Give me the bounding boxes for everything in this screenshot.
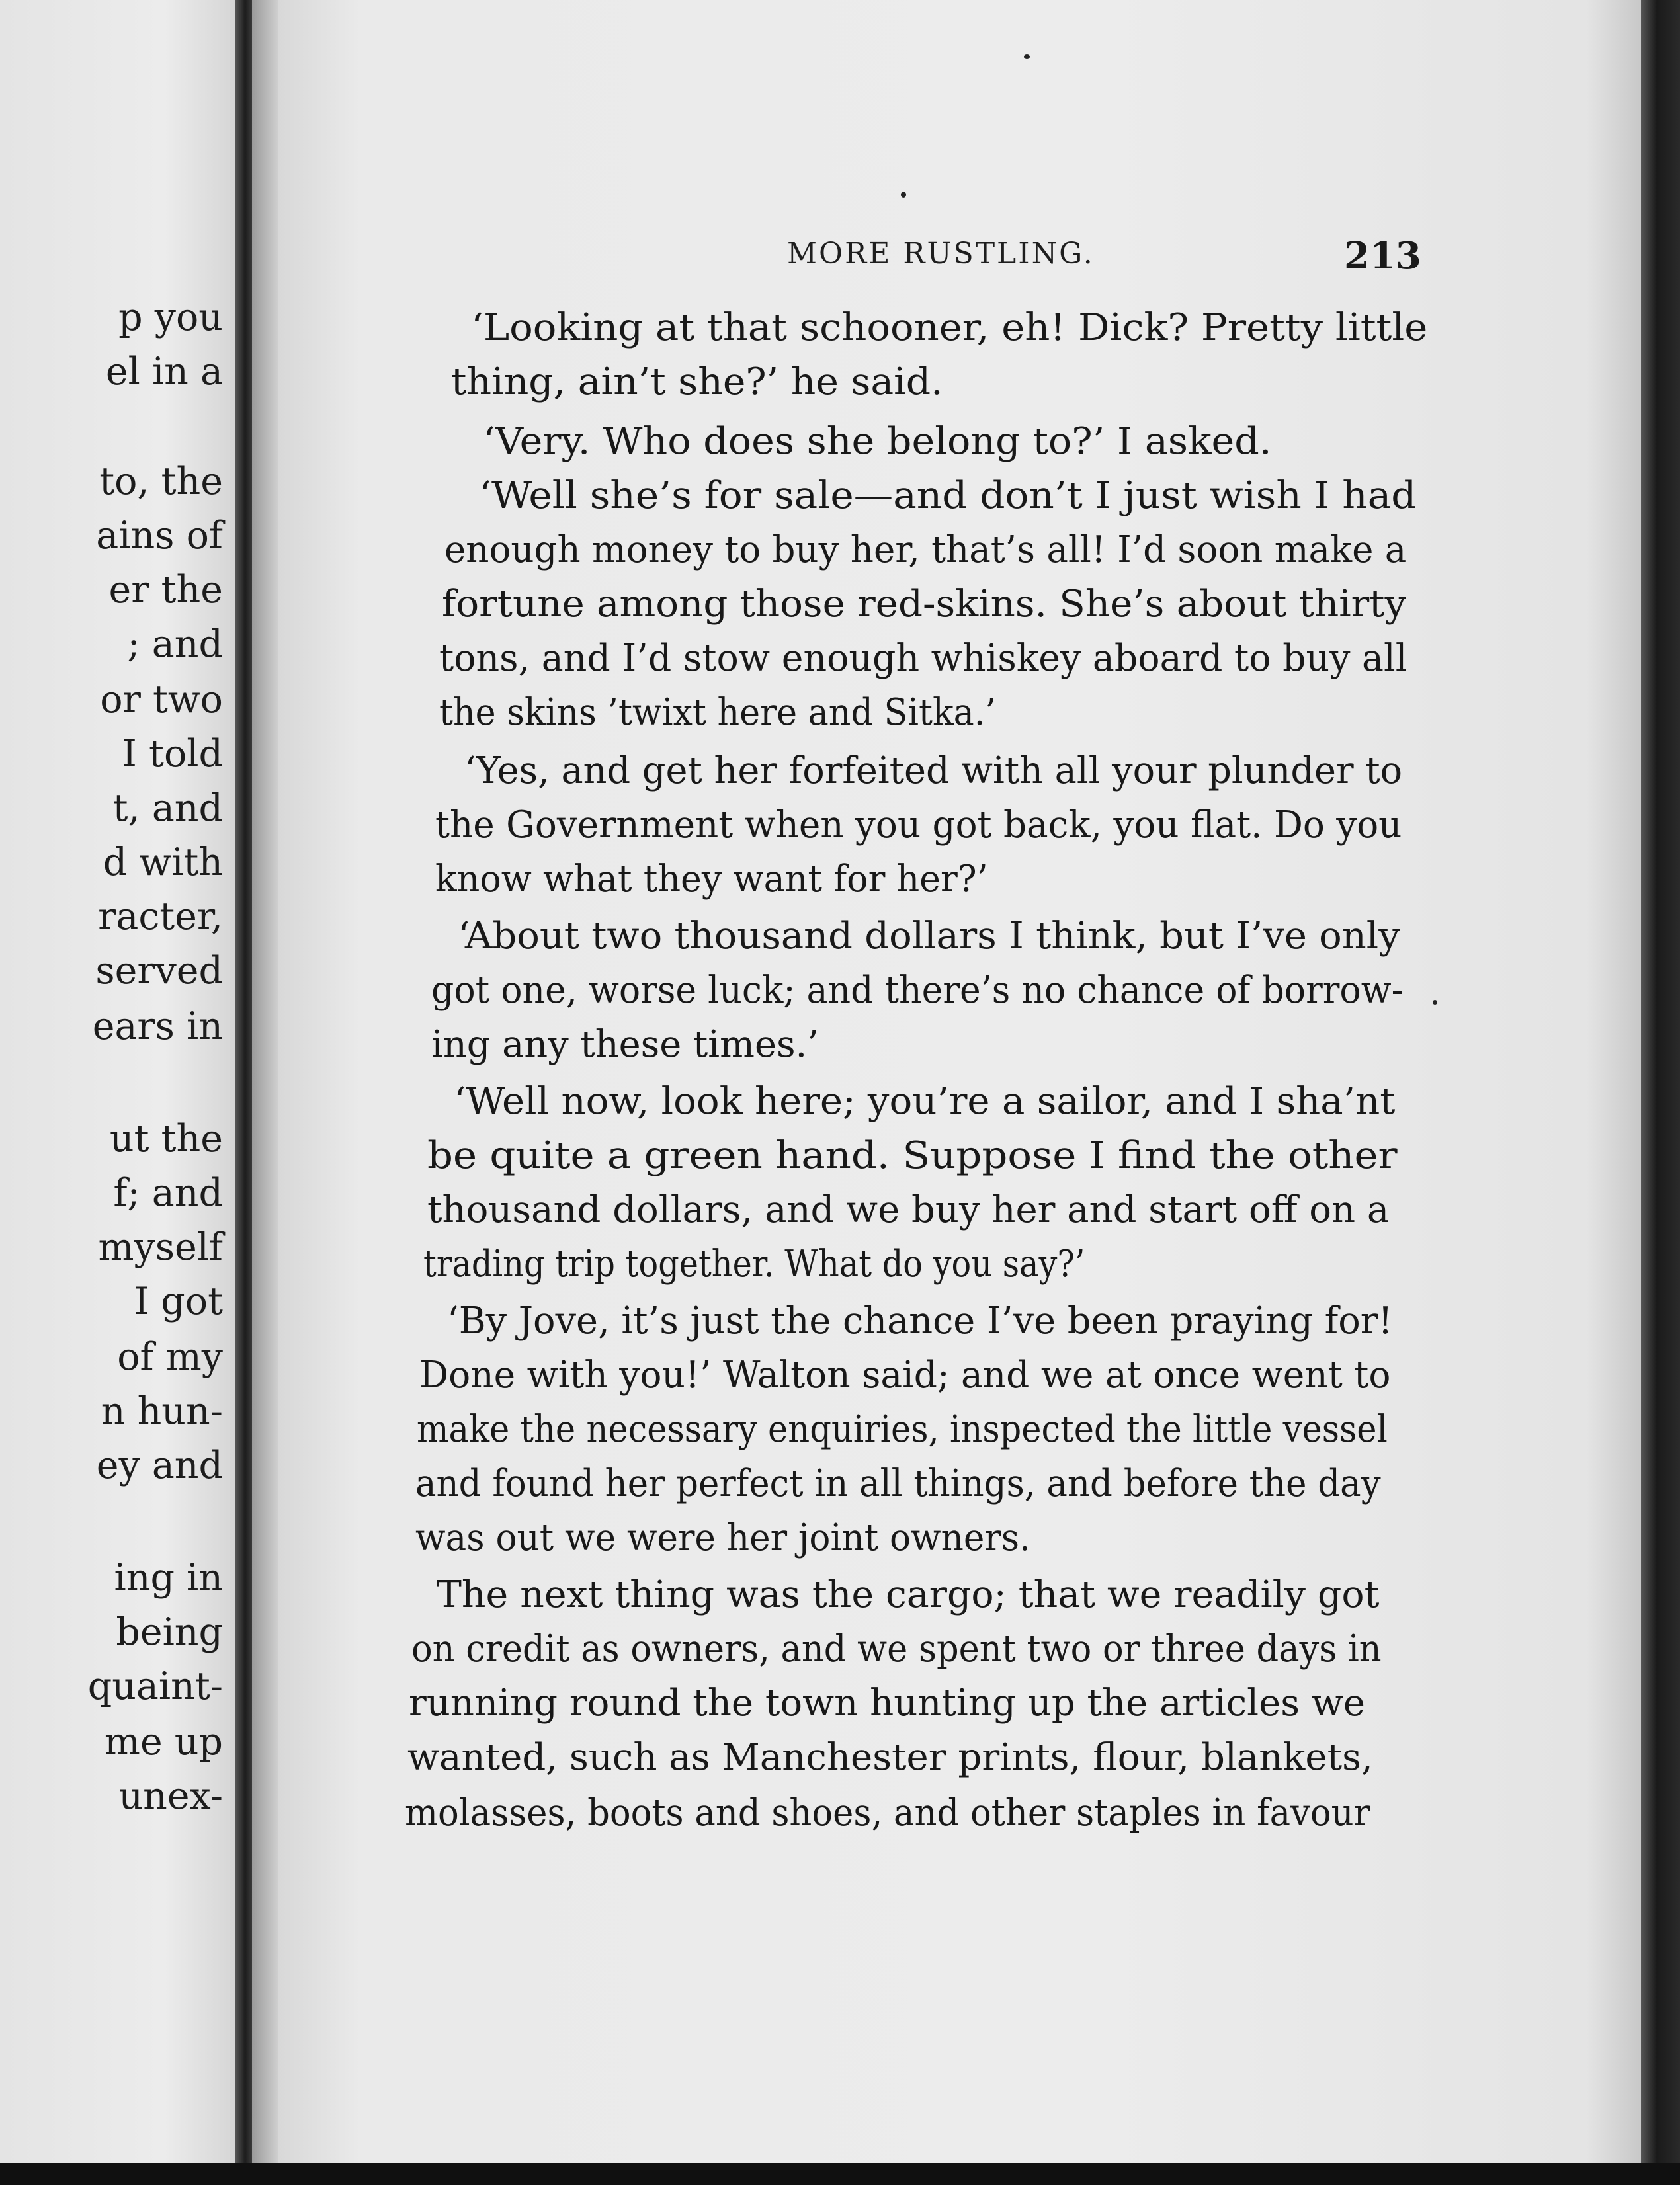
left-facing-page: [0, 0, 235, 2185]
left-page-line: I got: [134, 1280, 223, 1323]
left-page-line: of my: [117, 1335, 223, 1379]
text-line: know what they want for her?’: [435, 858, 988, 901]
left-page-line: I told: [122, 732, 223, 776]
text-line: thing, ain’t she?’ he said.: [451, 360, 943, 403]
ink-speck: [901, 192, 906, 198]
ink-speck: [1433, 1000, 1437, 1005]
text-line: ‘Well now, look here; you’re a sailor, and I sha’nt: [454, 1080, 1396, 1123]
gutter-shadow: [252, 0, 278, 2185]
text-line: the skins ’twixt here and Sitka.’: [439, 691, 996, 734]
text-line: thousand dollars, and we buy her and start off on a: [427, 1188, 1390, 1231]
text-line: was out we were her joint owners.: [415, 1516, 1030, 1559]
bottom-edge: [0, 2163, 1680, 2185]
text-line: got one, worse luck; and there’s no chance of borrow-: [431, 969, 1404, 1012]
text-line: ‘Very. Who does she belong to?’ I asked.: [483, 420, 1272, 463]
left-page-line: er the: [108, 568, 223, 612]
left-page-line: ears in: [92, 1005, 223, 1048]
page-edge: [1641, 0, 1680, 2185]
text-line: molasses, boots and shoes, and other staples in favour: [405, 1792, 1370, 1835]
text-line: make the necessary enquiries, inspected the little vessel: [417, 1408, 1388, 1451]
text-line: on credit as owners, and we spent two or three days in: [411, 1628, 1382, 1670]
left-page-line: served: [95, 949, 223, 993]
text-line: ‘Yes, and get her forfeited with all your plunder to: [464, 749, 1403, 792]
text-line: ‘Looking at that schooner, eh! Dick? Pretty little: [471, 306, 1428, 349]
text-line: ‘By Jove, it’s just the chance I’ve been praying for!: [447, 1299, 1393, 1342]
ink-speck: [1024, 54, 1030, 59]
text-line: fortune among those red-skins. She’s about thirty: [442, 583, 1407, 626]
text-line: tons, and I’d stow enough whiskey aboard to buy all: [439, 637, 1407, 680]
text-line: ing any these times.’: [431, 1023, 819, 1066]
text-line: running round the town hunting up the articles we: [409, 1682, 1365, 1725]
text-line: the Government when you got back, you flat. Do you: [435, 804, 1402, 846]
left-page-line: to, the: [99, 460, 223, 503]
left-page-line: quaint-: [87, 1665, 223, 1708]
left-page-line: n hun-: [101, 1389, 223, 1433]
book-gutter: [235, 0, 252, 2185]
left-page-line: ing in: [114, 1556, 223, 1600]
text-line: The next thing was the cargo; that we readily got: [437, 1573, 1380, 1616]
left-page-line: or two: [100, 678, 223, 721]
left-page-line: d with: [103, 841, 223, 884]
left-page-line: racter,: [98, 895, 223, 938]
text-line: enough money to buy her, that’s all! I’d soon make a: [444, 528, 1407, 571]
text-line: trading trip together. What do you say?’: [423, 1243, 1085, 1286]
left-page-line: ; and: [127, 622, 223, 666]
left-page-line: ey and: [96, 1444, 223, 1487]
left-page-line: myself: [98, 1225, 223, 1269]
left-page-line: ains of: [96, 514, 223, 557]
left-page-line: being: [116, 1610, 223, 1654]
left-page-line: f; and: [113, 1171, 223, 1215]
text-line: be quite a green hand. Suppose I find the other: [427, 1134, 1398, 1177]
left-page-line: t, and: [112, 786, 223, 830]
left-page-line: el in a: [105, 350, 223, 393]
left-page-line: unex-: [118, 1774, 223, 1818]
left-page-line: me up: [104, 1720, 223, 1764]
text-line: and found her perfect in all things, and before the day: [415, 1462, 1381, 1505]
text-line: ‘About two thousand dollars I think, but I’ve only: [458, 915, 1400, 958]
left-page-line: p you: [118, 296, 223, 339]
text-line: wanted, such as Manchester prints, flour, blankets,: [407, 1736, 1373, 1779]
page-number: 213: [1344, 234, 1421, 278]
running-head: MORE RUSTLING.: [787, 237, 1095, 270]
text-line: Done with you!’ Walton said; and we at once went to: [419, 1354, 1391, 1397]
left-page-line: ut the: [109, 1117, 223, 1161]
text-line: ‘Well she’s for sale—and don’t I just wish I had: [479, 474, 1417, 517]
